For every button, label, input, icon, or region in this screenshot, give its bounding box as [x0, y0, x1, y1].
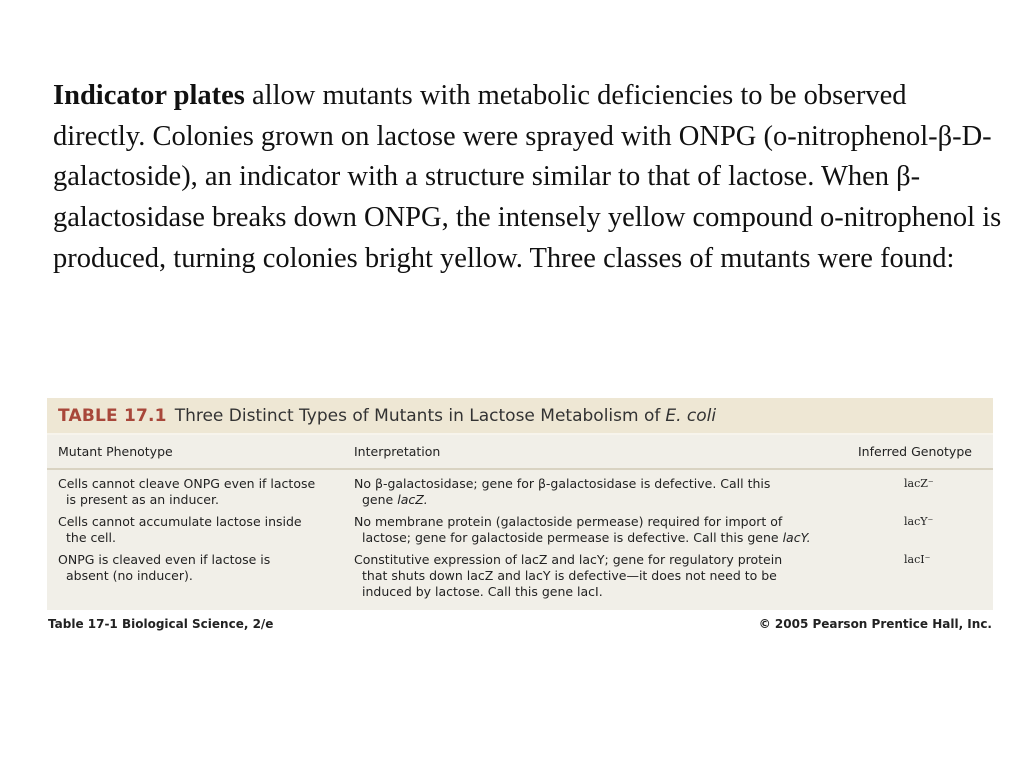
table-row	[47, 514, 993, 552]
table-title: Three Distinct Types of Mutants in Lactose Metabolism of	[174, 405, 661, 426]
header-phenotype: Mutant Phenotype	[58, 444, 173, 459]
phenotype-line: Cells cannot cleave ONPG even if lactose	[58, 476, 316, 491]
phenotype-line: is present as an inducer.	[66, 492, 219, 507]
header-interpretation: Interpretation	[354, 444, 441, 459]
gene-name: lacY.	[782, 530, 811, 545]
intro-lead: Indicator plates	[53, 80, 245, 111]
interpretation-line: induced by lactose. Call this gene lacI.	[362, 584, 603, 599]
gene-name: lacZ.	[397, 492, 428, 507]
phenotype-cell	[58, 552, 338, 584]
interpretation-line	[354, 530, 814, 546]
intro-paragraph	[53, 76, 1003, 280]
interpretation-text: gene	[362, 492, 398, 507]
table-title-organism: E. coli	[665, 405, 717, 426]
intro-body: allow mutants with metabolic deficiencies to be observed directly. Colonies grown on lactose were sprayed with ONPG (o-nitrophenol-β-D-galactoside), an indicator with a structure similar to that of lactose. When β-galactosidase breaks down ONPG, the intensely yellow compound o-nitrophenol is produced, turning colonies bright yellow. Three classes of mutants were found:	[53, 80, 1002, 274]
genotype-cell: lacZ⁻	[904, 477, 934, 490]
phenotype-cell	[58, 476, 338, 508]
phenotype-cell	[58, 514, 338, 546]
table-source-caption: Table 17-1 Biological Science, 2/e	[48, 617, 274, 631]
interpretation-line	[354, 492, 814, 508]
table-header-row	[47, 433, 993, 470]
phenotype-line: absent (no inducer).	[66, 568, 193, 583]
table-row	[47, 476, 993, 514]
phenotype-line: the cell.	[66, 530, 116, 545]
table-title-bar	[47, 398, 993, 433]
phenotype-line: ONPG is cleaved even if lactose is	[58, 552, 271, 567]
interpretation-text: lactose; gene for galactoside permease is defective. Call this gene	[362, 530, 783, 545]
interpretation-line: Constitutive expression of lacZ and lacY; gene for regulatory protein	[354, 552, 783, 567]
phenotype-line: Cells cannot accumulate lactose inside	[58, 514, 302, 529]
genotype-cell: lacY⁻	[904, 515, 934, 528]
interpretation-line: No β-galactosidase; gene for β-galactosidase is defective. Call this	[354, 476, 771, 491]
interpretation-cell	[354, 552, 814, 600]
table-17-1	[47, 398, 993, 610]
interpretation-line: that shuts down lacZ and lacY is defective—it does not need to be	[362, 568, 777, 583]
interpretation-cell	[354, 476, 814, 508]
header-genotype: Inferred Genotype	[858, 444, 972, 459]
table-row	[47, 552, 993, 602]
copyright-notice: © 2005 Pearson Prentice Hall, Inc.	[758, 617, 992, 631]
genotype-cell: lacI⁻	[904, 553, 931, 566]
table-number: TABLE 17.1	[58, 405, 167, 426]
interpretation-line: No membrane protein (galactoside permease) required for import of	[354, 514, 783, 529]
interpretation-cell	[354, 514, 814, 546]
